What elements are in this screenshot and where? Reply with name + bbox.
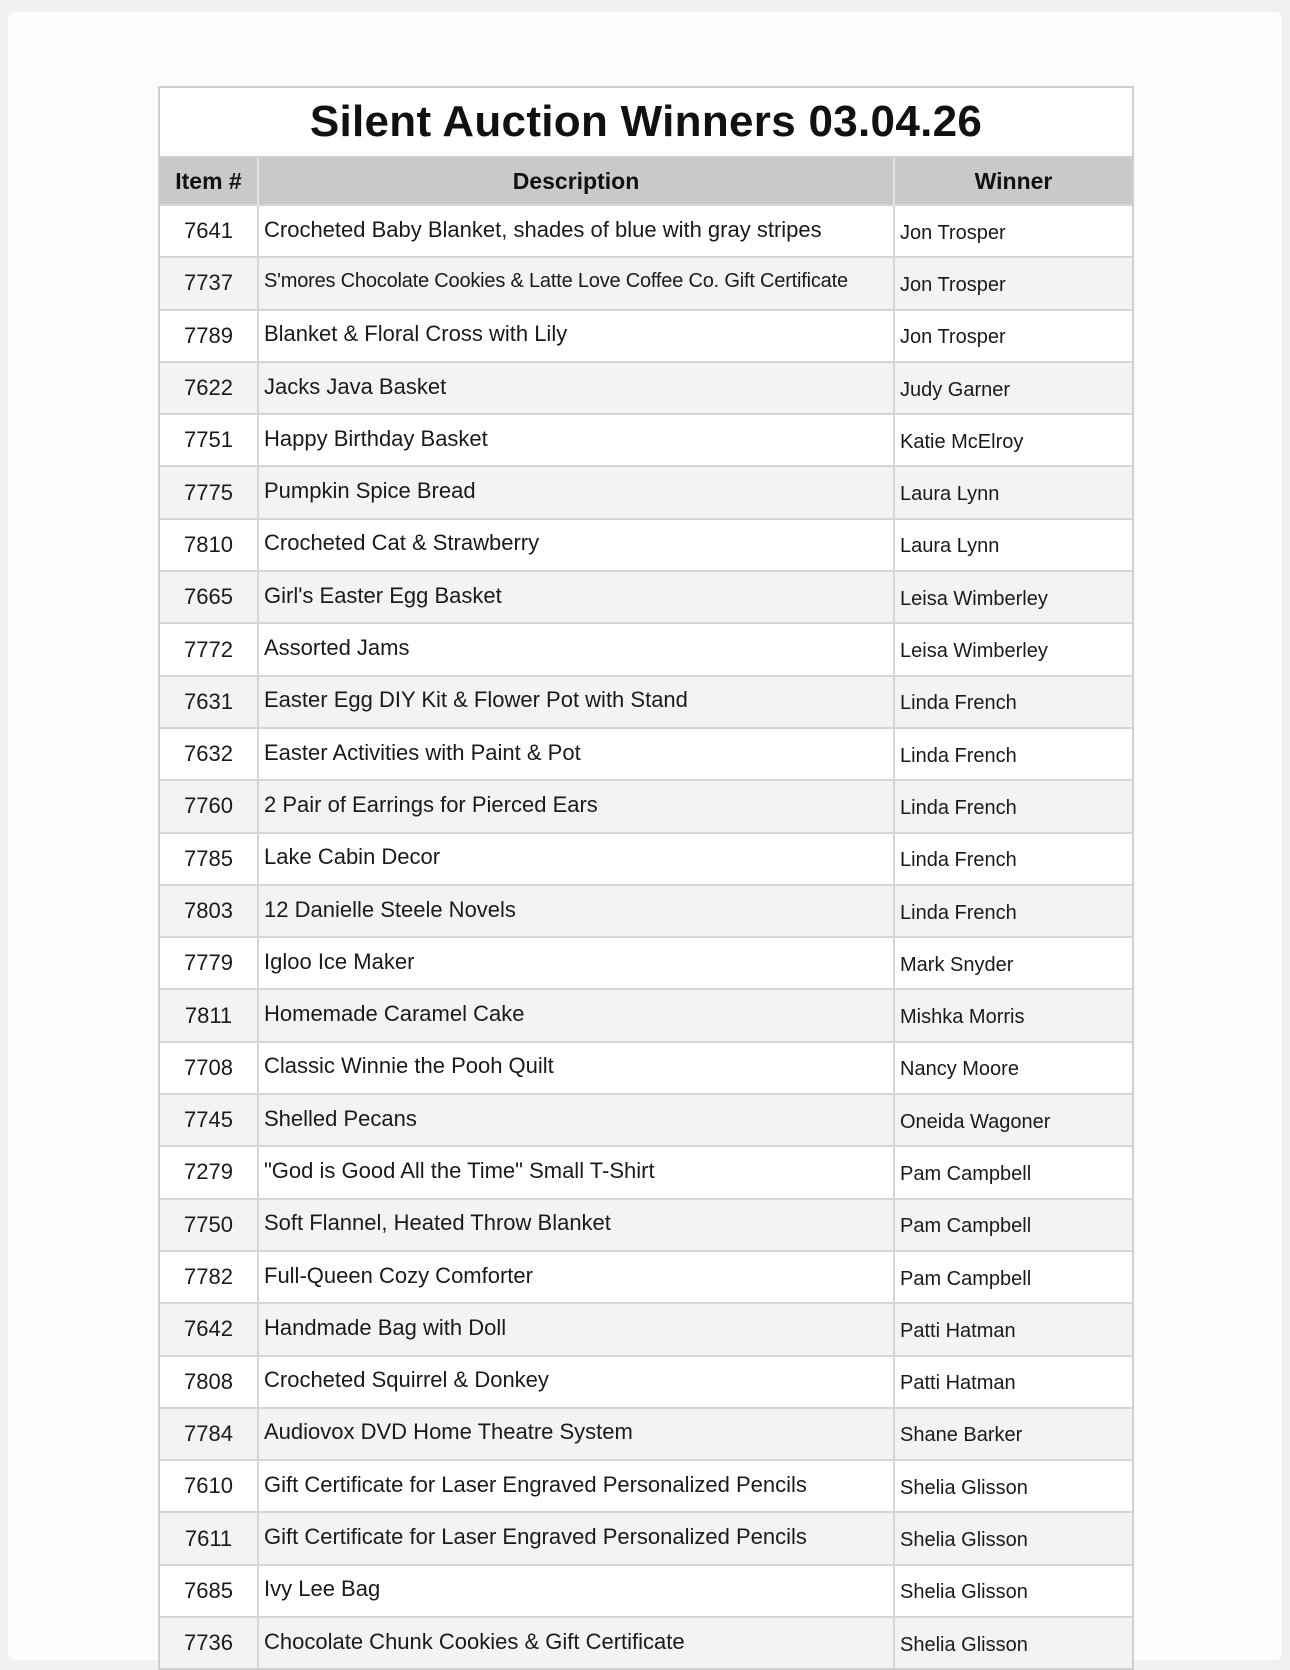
- item-number: 7803: [160, 885, 258, 937]
- item-description: Ivy Lee Bag: [258, 1565, 894, 1617]
- winner-name: Pam Campbell: [894, 1146, 1132, 1198]
- winner-name: Pam Campbell: [894, 1251, 1132, 1303]
- item-description: Homemade Caramel Cake: [258, 989, 894, 1041]
- page-title: Silent Auction Winners 03.04.26: [160, 88, 1132, 158]
- item-number: 7279: [160, 1146, 258, 1198]
- table-row: [160, 1146, 1132, 1198]
- winner-name: Mishka Morris: [894, 989, 1132, 1041]
- item-number: 7642: [160, 1303, 258, 1355]
- item-number: 7685: [160, 1565, 258, 1617]
- table-header-row: [160, 158, 1132, 205]
- item-description: Soft Flannel, Heated Throw Blanket: [258, 1199, 894, 1251]
- table-row: [160, 414, 1132, 466]
- table-row: [160, 571, 1132, 623]
- table-row: [160, 676, 1132, 728]
- winner-name: Patti Hatman: [894, 1356, 1132, 1408]
- winner-name: Linda French: [894, 885, 1132, 937]
- item-description: Blanket & Floral Cross with Lily: [258, 310, 894, 362]
- item-number: 7745: [160, 1094, 258, 1146]
- item-description: Assorted Jams: [258, 623, 894, 675]
- item-description: Igloo Ice Maker: [258, 937, 894, 989]
- item-description: Pumpkin Spice Bread: [258, 466, 894, 518]
- item-number: 7632: [160, 728, 258, 780]
- item-number: 7775: [160, 466, 258, 518]
- item-description: Easter Egg DIY Kit & Flower Pot with Stand: [258, 676, 894, 728]
- item-number: 7665: [160, 571, 258, 623]
- winner-name: Jon Trosper: [894, 310, 1132, 362]
- table-row: [160, 1460, 1132, 1512]
- table-row: [160, 623, 1132, 675]
- item-number: 7772: [160, 623, 258, 675]
- item-description: Lake Cabin Decor: [258, 833, 894, 885]
- item-number: 7631: [160, 676, 258, 728]
- item-description: Classic Winnie the Pooh Quilt: [258, 1042, 894, 1094]
- item-description: Girl's Easter Egg Basket: [258, 571, 894, 623]
- item-number: 7751: [160, 414, 258, 466]
- item-description: Shelled Pecans: [258, 1094, 894, 1146]
- table-row: [160, 257, 1132, 309]
- item-description: Gift Certificate for Laser Engraved Personalized Pencils: [258, 1512, 894, 1564]
- item-description: Easter Activities with Paint & Pot: [258, 728, 894, 780]
- item-description: Audiovox DVD Home Theatre System: [258, 1408, 894, 1460]
- table-row: [160, 989, 1132, 1041]
- table-row: [160, 780, 1132, 832]
- item-number: 7610: [160, 1460, 258, 1512]
- column-header-item: Item #: [160, 158, 258, 205]
- item-description: Chocolate Chunk Cookies & Gift Certificate: [258, 1617, 894, 1668]
- winner-name: Judy Garner: [894, 362, 1132, 414]
- winner-name: Shelia Glisson: [894, 1460, 1132, 1512]
- item-number: 7611: [160, 1512, 258, 1564]
- table-row: [160, 728, 1132, 780]
- table-row: [160, 1565, 1132, 1617]
- winner-name: Mark Snyder: [894, 937, 1132, 989]
- winner-name: Katie McElroy: [894, 414, 1132, 466]
- item-number: 7641: [160, 205, 258, 257]
- item-number: 7708: [160, 1042, 258, 1094]
- winner-name: Pam Campbell: [894, 1199, 1132, 1251]
- item-number: 7737: [160, 257, 258, 309]
- table-row: [160, 310, 1132, 362]
- winner-name: Leisa Wimberley: [894, 623, 1132, 675]
- winner-name: Patti Hatman: [894, 1303, 1132, 1355]
- item-description: Gift Certificate for Laser Engraved Personalized Pencils: [258, 1460, 894, 1512]
- item-description: S'mores Chocolate Cookies & Latte Love Coffee Co. Gift Certificate: [258, 257, 894, 309]
- auction-winners-sheet: [158, 86, 1134, 1670]
- winner-name: Shane Barker: [894, 1408, 1132, 1460]
- item-description: Handmade Bag with Doll: [258, 1303, 894, 1355]
- table-row: [160, 1094, 1132, 1146]
- table-row: [160, 1512, 1132, 1564]
- table-row: [160, 1303, 1132, 1355]
- item-description: Crocheted Squirrel & Donkey: [258, 1356, 894, 1408]
- item-number: 7736: [160, 1617, 258, 1668]
- table-row: [160, 1199, 1132, 1251]
- item-number: 7622: [160, 362, 258, 414]
- item-number: 7779: [160, 937, 258, 989]
- table-row: [160, 466, 1132, 518]
- item-number: 7785: [160, 833, 258, 885]
- table-row: [160, 362, 1132, 414]
- table-row: [160, 519, 1132, 571]
- winner-name: Jon Trosper: [894, 257, 1132, 309]
- item-description: 2 Pair of Earrings for Pierced Ears: [258, 780, 894, 832]
- table-row: [160, 205, 1132, 257]
- winner-name: Oneida Wagoner: [894, 1094, 1132, 1146]
- column-header-description: Description: [258, 158, 894, 205]
- winners-table: [160, 158, 1132, 1668]
- item-description: Jacks Java Basket: [258, 362, 894, 414]
- table-row: [160, 1408, 1132, 1460]
- winner-name: Shelia Glisson: [894, 1617, 1132, 1668]
- item-number: 7760: [160, 780, 258, 832]
- table-row: [160, 1251, 1132, 1303]
- item-number: 7810: [160, 519, 258, 571]
- winner-name: Nancy Moore: [894, 1042, 1132, 1094]
- winner-name: Leisa Wimberley: [894, 571, 1132, 623]
- winner-name: Jon Trosper: [894, 205, 1132, 257]
- item-number: 7789: [160, 310, 258, 362]
- winner-name: Linda French: [894, 728, 1132, 780]
- table-row: [160, 833, 1132, 885]
- item-description: Crocheted Cat & Strawberry: [258, 519, 894, 571]
- item-description: 12 Danielle Steele Novels: [258, 885, 894, 937]
- table-row: [160, 1356, 1132, 1408]
- item-description: Crocheted Baby Blanket, shades of blue with gray stripes: [258, 205, 894, 257]
- item-number: 7784: [160, 1408, 258, 1460]
- winner-name: Linda French: [894, 676, 1132, 728]
- winner-name: Linda French: [894, 780, 1132, 832]
- item-number: 7750: [160, 1199, 258, 1251]
- table-row: [160, 1042, 1132, 1094]
- item-number: 7808: [160, 1356, 258, 1408]
- item-description: Happy Birthday Basket: [258, 414, 894, 466]
- item-number: 7782: [160, 1251, 258, 1303]
- table-row: [160, 937, 1132, 989]
- winner-name: Laura Lynn: [894, 466, 1132, 518]
- winner-name: Shelia Glisson: [894, 1565, 1132, 1617]
- winner-name: Linda French: [894, 833, 1132, 885]
- winner-name: Shelia Glisson: [894, 1512, 1132, 1564]
- document-page: [8, 12, 1282, 1660]
- table-row: [160, 1617, 1132, 1668]
- item-description: Full-Queen Cozy Comforter: [258, 1251, 894, 1303]
- winner-name: Laura Lynn: [894, 519, 1132, 571]
- item-number: 7811: [160, 989, 258, 1041]
- item-description: "God is Good All the Time" Small T-Shirt: [258, 1146, 894, 1198]
- column-header-winner: Winner: [894, 158, 1132, 205]
- table-row: [160, 885, 1132, 937]
